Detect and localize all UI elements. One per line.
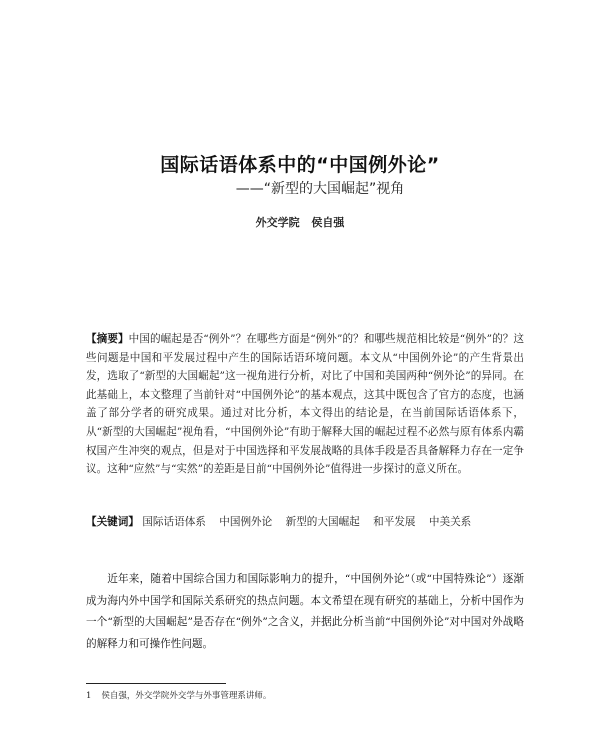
author-line xyxy=(0,214,600,230)
abstract-label: 【摘要】 xyxy=(86,333,129,345)
keyword: 中国例外论 xyxy=(219,516,273,528)
keyword: 中美关系 xyxy=(428,516,472,528)
paper-title: 国际话语体系中的“中国例外论” xyxy=(160,154,440,176)
keywords-label: 【关键词】 xyxy=(86,516,139,528)
footnote-number: 1 xyxy=(86,691,92,701)
abstract xyxy=(86,330,524,479)
keywords xyxy=(86,513,524,531)
body-paragraph: 近年来，随着中国综合国力和国际影响力的提升，“中国例外论”（或“中国特殊论”）逐渐成为海内外中国学和国际关系研究的热点问题。本文希望在现有研究的基础上，分析中国作为一个“新型的大国崛起”是否存在“例外”之含义，并据此分析当前“中国例外论”对中国对外战略的解释力和可操作性问题。 xyxy=(86,573,524,650)
author-affiliation: 外交学院 xyxy=(255,216,300,229)
abstract-text: 中国的崛起是否“例外”？在哪些方面是“例外”的？和哪些规范相比较是“例外”的？这些问题是中国和平发展过程中产生的国际话语环境问题。本文从“中国例外论”的产生背景出发，选取了“新型的大国崛起”这一视角进行分析，对比了中国和美国两种“例外论”的异同。在此基础上，本文整理了当前针对“中国例外论”的基本观点，这其中既包含了官方的态度，也涵盖了部分学者的研究成果。通过对比分析，本文得出的结论是，在当前国际话语体系下，从“新型的大国崛起”视角看，“中国例外论”有助于解释大国的崛起过程不必然与原有体系内霸权国产生冲突的观点，但是对于中国选择和平发展战略的具体手段是否具备解释力存在一定争议。这种“应然”与“实然”的差距是目前“中国例外论”值得进一步探讨的意义所在。 xyxy=(86,333,524,476)
keyword: 和平发展 xyxy=(373,516,416,528)
footnote xyxy=(86,690,524,702)
keyword: 新型的大国崛起 xyxy=(285,516,360,528)
author-name: 侯自强 xyxy=(311,216,345,229)
paper-subtitle: ——“新型的大国崛起”视角 xyxy=(235,181,405,197)
keyword: 国际话语体系 xyxy=(142,516,206,528)
footnote-divider xyxy=(86,683,226,684)
footnote-text: 侯自强，外交学院外交学与外事管理系讲师。 xyxy=(101,691,272,701)
